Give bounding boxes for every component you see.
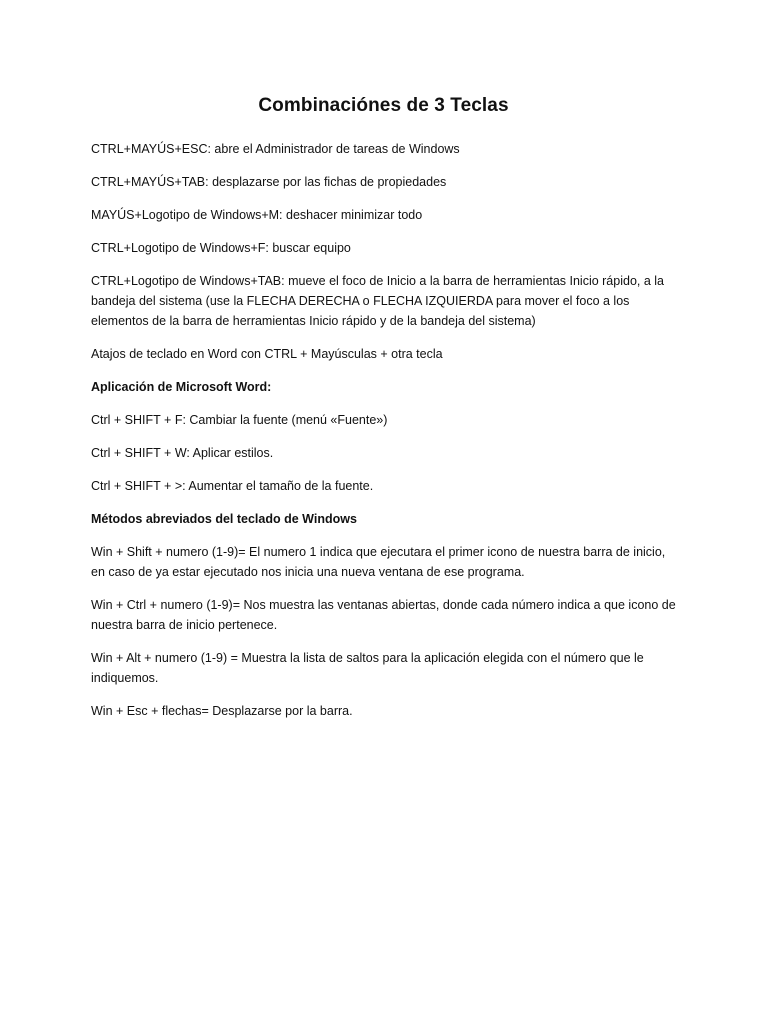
paragraph-shift-win-m: MAYÚS+Logotipo de Windows+M: deshacer minimizar todo bbox=[91, 208, 423, 222]
page-title: Combinaciónes de 3 Teclas bbox=[258, 95, 509, 116]
section-heading-word: Aplicación de Microsoft Word: bbox=[91, 380, 272, 394]
paragraph-ctrl-shift-f: Ctrl + SHIFT + F: Cambiar la fuente (menú «Fuente») bbox=[91, 413, 388, 427]
paragraph-ctrl-shift-w: Ctrl + SHIFT + W: Aplicar estilos. bbox=[91, 446, 274, 460]
document-body bbox=[91, 139, 676, 721]
paragraph-word-shortcuts-intro: Atajos de teclado en Word con CTRL + Mayúsculas + otra tecla bbox=[91, 347, 443, 361]
paragraph-ctrl-win-tab: CTRL+Logotipo de Windows+TAB: mueve el foco de Inicio a la barra de herramientas Inicio rápido, a la bandeja del sistema (use la FLECHA DERECHA o FLECHA IZQUIERDA para mover el foco a los elementos de la barra de herramientas Inicio rápido y de la bandeja del sistema) bbox=[91, 274, 664, 328]
paragraph-ctrl-shift-greater: Ctrl + SHIFT + >: Aumentar el tamaño de la fuente. bbox=[91, 479, 374, 493]
paragraph-win-ctrl-number: Win + Ctrl + numero (1-9)= Nos muestra las ventanas abiertas, donde cada número indica a que icono de nuestra barra de inicio pertenece. bbox=[91, 598, 676, 632]
section-heading-windows: Métodos abreviados del teclado de Windows bbox=[91, 512, 357, 526]
paragraph-ctrl-shift-esc: CTRL+MAYÚS+ESC: abre el Administrador de tareas de Windows bbox=[91, 142, 460, 156]
paragraph-win-esc-arrows: Win + Esc + flechas= Desplazarse por la barra. bbox=[91, 704, 353, 718]
paragraph-win-shift-number: Win + Shift + numero (1-9)= El numero 1 indica que ejecutara el primer icono de nuestra barra de inicio, en caso de ya estar ejecutado nos inicia una nueva ventana de ese programa. bbox=[91, 545, 666, 579]
paragraph-ctrl-win-f: CTRL+Logotipo de Windows+F: buscar equipo bbox=[91, 241, 351, 255]
paragraph-win-alt-number: Win + Alt + numero (1-9) = Muestra la lista de saltos para la aplicación elegida con el número que le indiquemos. bbox=[91, 651, 644, 685]
paragraph-ctrl-shift-tab: CTRL+MAYÚS+TAB: desplazarse por las fichas de propiedades bbox=[91, 175, 447, 189]
